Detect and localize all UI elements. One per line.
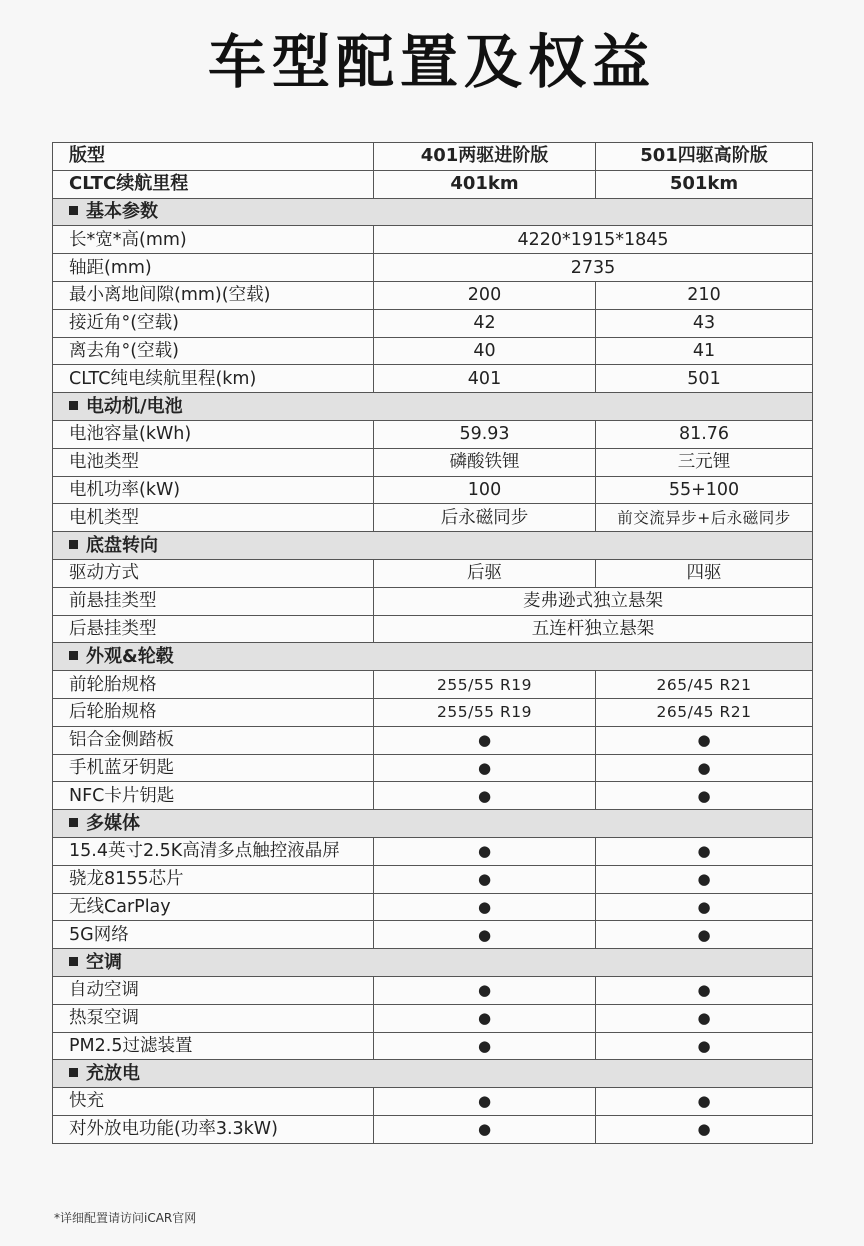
- header-variant-501: 501四驱高阶版: [596, 143, 813, 171]
- spec-label: 前悬挂类型: [53, 587, 374, 615]
- standard-feature-dot: ●: [596, 837, 813, 865]
- spec-row: [53, 587, 813, 615]
- header-label: 版型: [53, 143, 374, 171]
- spec-label: CLTC纯电续航里程(km): [53, 365, 374, 393]
- spec-label: 电池容量(kWh): [53, 420, 374, 448]
- spec-value-501: 55+100: [596, 476, 813, 504]
- spec-row: [53, 420, 813, 448]
- spec-label: 长*宽*高(mm): [53, 226, 374, 254]
- spec-label: 接近角°(空载): [53, 309, 374, 337]
- section-header: [53, 532, 813, 560]
- spec-value-401: 200: [374, 281, 596, 309]
- spec-label: PM2.5过滤装置: [53, 1032, 374, 1060]
- section-header-row: [53, 198, 813, 226]
- section-title: 充放电: [86, 1062, 140, 1084]
- section-header-row: [53, 810, 813, 838]
- standard-feature-dot: ●: [374, 976, 596, 1004]
- spec-row: [53, 754, 813, 782]
- standard-feature-dot: ●: [374, 1004, 596, 1032]
- spec-label: 自动空调: [53, 976, 374, 1004]
- square-bullet-icon: [69, 206, 78, 215]
- square-bullet-icon: [69, 401, 78, 410]
- section-header-row: [53, 532, 813, 560]
- spec-row: [53, 837, 813, 865]
- spec-row: [53, 448, 813, 476]
- spec-row: [53, 309, 813, 337]
- spec-row: [53, 281, 813, 309]
- spec-value-501: 前交流异步+后永磁同步: [596, 504, 813, 532]
- spec-label: 热泵空调: [53, 1004, 374, 1032]
- spec-value-401: 255/55 R19: [374, 698, 596, 726]
- section-title: 外观&轮毂: [86, 645, 174, 667]
- section-header: [53, 198, 813, 226]
- spec-row: [53, 365, 813, 393]
- spec-value-501: 265/45 R21: [596, 671, 813, 699]
- spec-row: [53, 1004, 813, 1032]
- spec-table-body: [53, 143, 813, 1144]
- spec-value-401: 磷酸铁锂: [374, 448, 596, 476]
- spec-value-shared: 五连杆独立悬架: [374, 615, 813, 643]
- section-header: [53, 810, 813, 838]
- standard-feature-dot: ●: [374, 893, 596, 921]
- standard-feature-dot: ●: [374, 726, 596, 754]
- header-row: [53, 143, 813, 171]
- square-bullet-icon: [69, 818, 78, 827]
- section-header-row: [53, 393, 813, 421]
- spec-row: [53, 698, 813, 726]
- page-title: 车型配置及权益: [207, 28, 656, 96]
- spec-value-401: 100: [374, 476, 596, 504]
- spec-value-501: 43: [596, 309, 813, 337]
- standard-feature-dot: ●: [596, 1115, 813, 1143]
- standard-feature-dot: ●: [596, 865, 813, 893]
- section-header-row: [53, 949, 813, 977]
- spec-label: 快充: [53, 1088, 374, 1116]
- standard-feature-dot: ●: [596, 921, 813, 949]
- section-title: 空调: [86, 951, 122, 973]
- spec-label: 铝合金侧踏板: [53, 726, 374, 754]
- spec-row: [53, 254, 813, 282]
- spec-value-401: 42: [374, 309, 596, 337]
- spec-label: 15.4英寸2.5K高清多点触控液晶屏: [53, 837, 374, 865]
- spec-value-401: 40: [374, 337, 596, 365]
- standard-feature-dot: ●: [374, 754, 596, 782]
- standard-feature-dot: ●: [596, 1088, 813, 1116]
- spec-label: 电机功率(kW): [53, 476, 374, 504]
- spec-value-401: 401: [374, 365, 596, 393]
- range-row: [53, 170, 813, 198]
- square-bullet-icon: [69, 957, 78, 966]
- spec-row: [53, 893, 813, 921]
- standard-feature-dot: ●: [374, 782, 596, 810]
- section-header-row: [53, 1060, 813, 1088]
- section-header-row: [53, 643, 813, 671]
- spec-row: [53, 337, 813, 365]
- standard-feature-dot: ●: [596, 893, 813, 921]
- section-title: 电动机/电池: [86, 395, 183, 417]
- spec-label: 后悬挂类型: [53, 615, 374, 643]
- spec-row: [53, 976, 813, 1004]
- spec-label: 骁龙8155芯片: [53, 865, 374, 893]
- spec-row: [53, 615, 813, 643]
- spec-label: 前轮胎规格: [53, 671, 374, 699]
- square-bullet-icon: [69, 1068, 78, 1077]
- spec-value-501: 265/45 R21: [596, 698, 813, 726]
- section-header: [53, 1060, 813, 1088]
- spec-row: [53, 726, 813, 754]
- spec-label: 最小离地间隙(mm)(空载): [53, 281, 374, 309]
- header-variant-401: 401两驱进阶版: [374, 143, 596, 171]
- standard-feature-dot: ●: [596, 1004, 813, 1032]
- spec-value-501: 210: [596, 281, 813, 309]
- standard-feature-dot: ●: [374, 1088, 596, 1116]
- spec-value-401: 255/55 R19: [374, 671, 596, 699]
- standard-feature-dot: ●: [374, 865, 596, 893]
- section-title: 底盘转向: [86, 534, 158, 556]
- spec-row: [53, 865, 813, 893]
- spec-label: 5G网络: [53, 921, 374, 949]
- square-bullet-icon: [69, 651, 78, 660]
- spec-label: 电机类型: [53, 504, 374, 532]
- spec-label: 无线CarPlay: [53, 893, 374, 921]
- section-title: 多媒体: [86, 812, 140, 834]
- spec-label: NFC卡片钥匙: [53, 782, 374, 810]
- spec-value-shared: 4220*1915*1845: [374, 226, 813, 254]
- spec-row: [53, 226, 813, 254]
- spec-label: 电池类型: [53, 448, 374, 476]
- spec-row: [53, 1088, 813, 1116]
- spec-value-501: 三元锂: [596, 448, 813, 476]
- spec-row: [53, 559, 813, 587]
- spec-table: [52, 142, 813, 1144]
- spec-row: [53, 1032, 813, 1060]
- spec-value-501: 81.76: [596, 420, 813, 448]
- section-title: 基本参数: [86, 200, 158, 222]
- range-label: CLTC续航里程: [53, 170, 374, 198]
- spec-row: [53, 782, 813, 810]
- footnote: *详细配置请访问iCAR官网: [54, 1211, 197, 1225]
- spec-label: 后轮胎规格: [53, 698, 374, 726]
- spec-label: 轴距(mm): [53, 254, 374, 282]
- spec-label: 离去角°(空载): [53, 337, 374, 365]
- standard-feature-dot: ●: [374, 1032, 596, 1060]
- spec-value-501: 41: [596, 337, 813, 365]
- spec-row: [53, 1115, 813, 1143]
- spec-label: 手机蓝牙钥匙: [53, 754, 374, 782]
- spec-value-401: 59.93: [374, 420, 596, 448]
- standard-feature-dot: ●: [374, 921, 596, 949]
- spec-label: 驱动方式: [53, 559, 374, 587]
- section-header: [53, 949, 813, 977]
- standard-feature-dot: ●: [374, 1115, 596, 1143]
- standard-feature-dot: ●: [596, 976, 813, 1004]
- standard-feature-dot: ●: [596, 1032, 813, 1060]
- spec-row: [53, 671, 813, 699]
- spec-row: [53, 921, 813, 949]
- spec-row: [53, 504, 813, 532]
- spec-value-501: 501: [596, 365, 813, 393]
- spec-value-401: 后驱: [374, 559, 596, 587]
- spec-value-401: 后永磁同步: [374, 504, 596, 532]
- range-501: 501km: [596, 170, 813, 198]
- standard-feature-dot: ●: [596, 782, 813, 810]
- spec-row: [53, 476, 813, 504]
- standard-feature-dot: ●: [596, 754, 813, 782]
- square-bullet-icon: [69, 540, 78, 549]
- spec-value-501: 四驱: [596, 559, 813, 587]
- spec-value-shared: 2735: [374, 254, 813, 282]
- range-401: 401km: [374, 170, 596, 198]
- standard-feature-dot: ●: [374, 837, 596, 865]
- spec-label: 对外放电功能(功率3.3kW): [53, 1115, 374, 1143]
- standard-feature-dot: ●: [596, 726, 813, 754]
- spec-value-shared: 麦弗逊式独立悬架: [374, 587, 813, 615]
- section-header: [53, 393, 813, 421]
- section-header: [53, 643, 813, 671]
